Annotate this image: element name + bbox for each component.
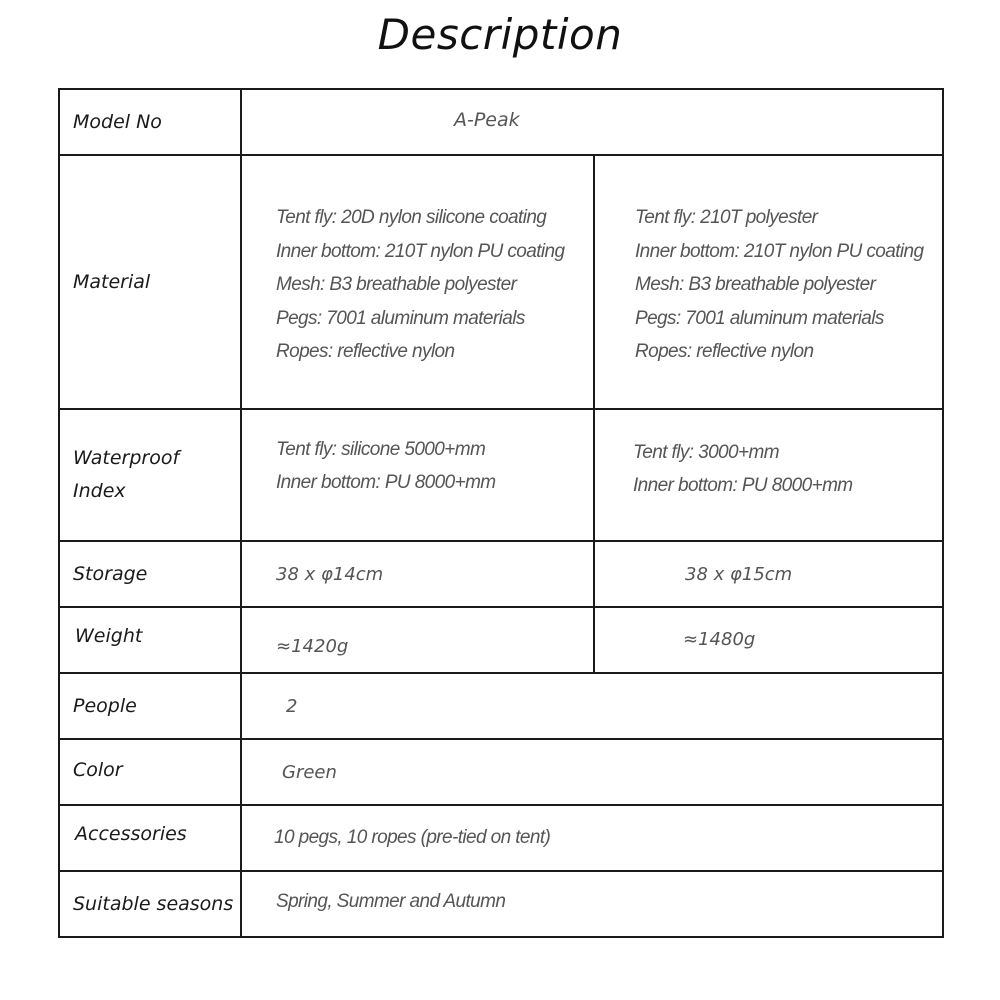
storage-label: Storage: [59, 541, 241, 607]
waterproof-label-line: Index: [73, 480, 126, 502]
model-label: Model No: [59, 89, 241, 155]
color-value: Green: [241, 739, 943, 805]
waterproof-col2-line: Tent fly: 3000+mm: [633, 441, 779, 463]
material-col1-line: Pegs: 7001 aluminum materials: [276, 307, 525, 329]
waterproof-label: [59, 409, 241, 541]
waterproof-col2-line: Inner bottom: PU 8000+mm: [633, 475, 853, 496]
material-label: Material: [59, 155, 241, 409]
waterproof-col1-line: Tent fly: silicone 5000+mm: [276, 438, 486, 460]
spec-table: [58, 88, 944, 938]
seasons-value: Spring, Summer and Autumn: [241, 871, 943, 937]
storage-col2: 38 x φ15cm: [594, 541, 943, 607]
material-col2-line: Tent fly: 210T polyester: [635, 207, 818, 229]
row-model: [59, 89, 943, 155]
people-label: People: [59, 673, 241, 739]
color-label: Color: [59, 739, 241, 805]
waterproof-col1-line: Inner bottom: PU 8000+mm: [276, 472, 496, 493]
row-storage: [59, 541, 943, 607]
material-col1-line: Mesh: B3 breathable polyester: [276, 274, 517, 296]
weight-col1: ≈1420g: [241, 607, 594, 673]
weight-label: Weight: [59, 607, 241, 673]
weight-col2: ≈1480g: [594, 607, 943, 673]
waterproof-label-line: Waterproof: [73, 447, 180, 469]
waterproof-col1: [241, 409, 594, 541]
material-col1-line: Ropes: reflective nylon: [276, 341, 455, 363]
material-col2-line: Ropes: reflective nylon: [635, 341, 814, 363]
row-accessories: [59, 805, 943, 871]
row-waterproof: [59, 409, 943, 541]
accessories-value: 10 pegs, 10 ropes (pre-tied on tent): [241, 805, 943, 871]
material-col1: [241, 155, 594, 409]
material-col1-line: Tent fly: 20D nylon silicone coating: [276, 207, 547, 229]
page-title: Description: [377, 10, 623, 59]
row-weight: [59, 607, 943, 673]
storage-col1: 38 x φ14cm: [241, 541, 594, 607]
row-material: [59, 155, 943, 409]
row-color: [59, 739, 943, 805]
material-col2: [594, 155, 943, 409]
seasons-label: Suitable seasons: [59, 871, 241, 937]
row-people: [59, 673, 943, 739]
material-col2-line: Mesh: B3 breathable polyester: [635, 274, 876, 296]
row-seasons: [59, 871, 943, 937]
waterproof-col2: [594, 409, 943, 541]
material-col2-line: Pegs: 7001 aluminum materials: [635, 307, 884, 329]
material-col2-line: Inner bottom: 210T nylon PU coating: [635, 240, 924, 262]
material-col1-line: Inner bottom: 210T nylon PU coating: [276, 240, 565, 262]
people-value: 2: [241, 673, 943, 739]
accessories-label: Accessories: [59, 805, 241, 871]
model-value: A-Peak: [241, 89, 943, 155]
